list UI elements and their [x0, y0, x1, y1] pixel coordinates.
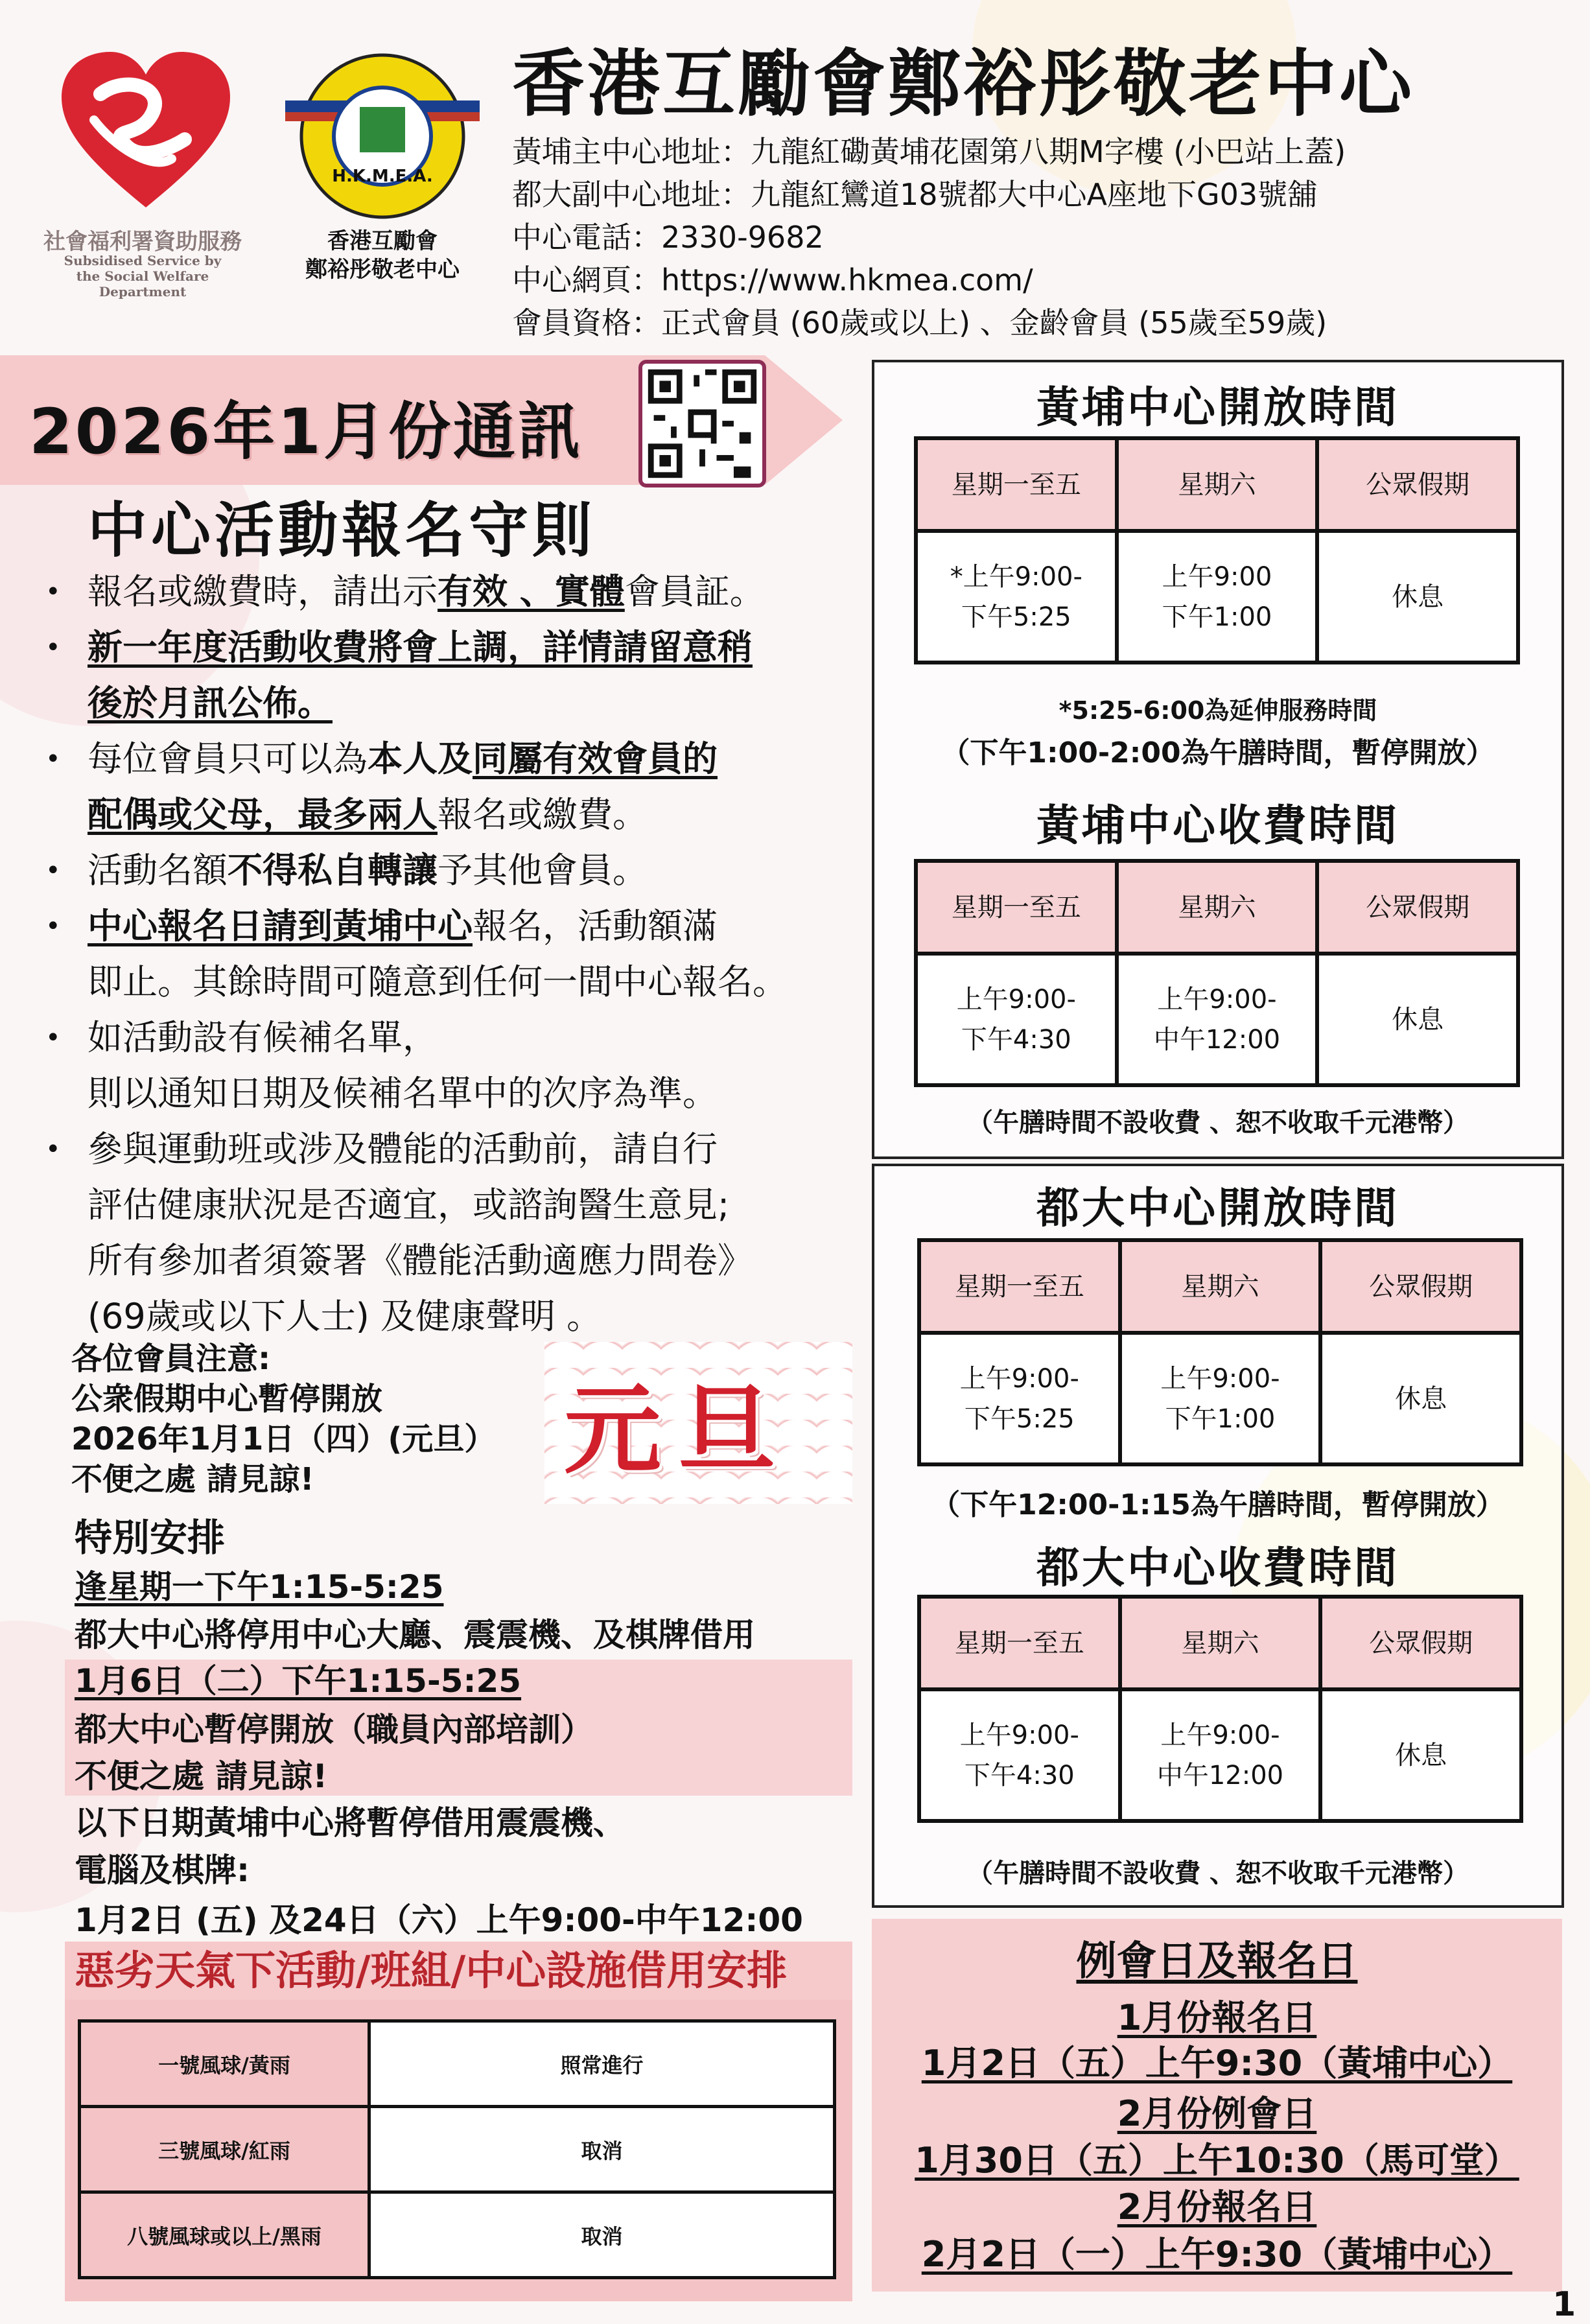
- weather-signal: 三號風球/紅雨: [80, 2107, 369, 2192]
- whampoa-open-table: [914, 436, 1520, 664]
- weather-arrangement: 照常進行: [369, 2021, 835, 2107]
- meeting-line: 2月份報名日: [1117, 2187, 1317, 2227]
- header-weekday: 星期一至五: [916, 438, 1117, 531]
- weather-arrangement: 取消: [369, 2107, 835, 2192]
- info-membership: 會員資格：正式會員 (60歲或以上) 、金齡會員 (55歲至59歲): [512, 305, 1327, 340]
- rule-item: • 報名或繳費時，請出示有效 、實體會員証。: [45, 564, 836, 620]
- swd-caption-en-line1: Subsidised Service by: [64, 253, 222, 268]
- info-website: 中心網頁：https://www.hkmea.com/: [512, 263, 1033, 298]
- cell-saturday: 上午9:00 下午1:00: [1117, 531, 1318, 663]
- rule-item: • 每位會員只可以為本人及同屬有效會員的 配偶或父母，最多兩人報名或繳費。: [45, 731, 836, 843]
- whampoa-fee-note: （午膳時間不設收費 、恕不收取千元港幣）: [967, 1108, 1469, 1138]
- dutai-fee-table: [917, 1595, 1523, 1823]
- rules-list: [45, 564, 836, 1344]
- org-title: 香港互勵會鄭裕彤敬老中心: [512, 42, 1414, 126]
- cell-weekday: *上午9:00- 下午5:25: [916, 531, 1117, 663]
- whampoa-fee-table: [914, 859, 1520, 1087]
- cell-saturday: 上午9:00- 下午1:00: [1120, 1333, 1321, 1464]
- header-saturday: 星期六: [1120, 1597, 1321, 1689]
- whampoa-note-extended: *5:25-6:00為延伸服務時間: [1058, 696, 1377, 725]
- hkmea-caption-line2: 鄭裕彤敬老中心: [305, 257, 460, 283]
- table-row: [916, 438, 1518, 531]
- table-row: [916, 954, 1518, 1085]
- table-row: [919, 1240, 1521, 1333]
- special-line: 電腦及棋牌:: [75, 1851, 250, 1889]
- dutai-fee-title: 都大中心收費時間: [1036, 1543, 1399, 1593]
- hkmea-caption: [285, 227, 480, 284]
- table-row: [80, 2192, 835, 2278]
- newsletter-title: 2026年1月份通訊: [29, 395, 583, 468]
- rule-item: • 參與運動班或涉及體能的活動前，請自行 評估健康狀況是否適宜，或諮詢醫生意見; 所有參加者須簽署《體能活動適應力問卷》 (69歲或以下人士) 及健康聲明 。: [45, 1121, 836, 1344]
- cell-weekday: 上午9:00- 下午4:30: [916, 954, 1117, 1085]
- table-row: [919, 1333, 1521, 1464]
- table-row: [919, 1689, 1521, 1821]
- cell-weekday: 上午9:00- 下午4:30: [919, 1689, 1120, 1821]
- rule-item: • 活動名額不得私自轉讓予其他會員。: [45, 843, 836, 898]
- meeting-line: 2月份例會日: [1117, 2093, 1317, 2134]
- rule-item: • 中心報名日請到黃埔中心報名，活動額滿 即止。其餘時間可隨意到任何一間中心報名。: [45, 898, 836, 1010]
- dutai-open-title: 都大中心開放時間: [1036, 1183, 1399, 1233]
- cell-saturday: 上午9:00- 中午12:00: [1120, 1689, 1321, 1821]
- special-line: 以下日期黃埔中心將暫停借用震震機、: [75, 1804, 625, 1842]
- table-row: [916, 861, 1518, 954]
- special-line: 不便之處 請見諒!: [75, 1757, 328, 1795]
- meeting-line: 1月2日（五）上午9:30（黃埔中心）: [921, 2043, 1513, 2083]
- swd-caption-en: [39, 253, 246, 299]
- header-weekday: 星期一至五: [916, 861, 1117, 954]
- swd-caption: 社會福利署資助服務: [43, 229, 242, 255]
- notice-line: 各位會員注意:: [71, 1341, 271, 1377]
- weather-signal: 一號風球/黃雨: [80, 2021, 369, 2107]
- cell-holiday: 休息: [1320, 1333, 1521, 1464]
- hkmea-caption-line1: 香港互勵會: [327, 228, 438, 254]
- table-row: [916, 531, 1518, 663]
- special-line: 都大中心暫停開放（職員內部培訓）: [75, 1711, 593, 1748]
- special-title: 特別安排: [75, 1516, 226, 1560]
- meeting-line: 2月2日（一）上午9:30（黃埔中心）: [921, 2234, 1513, 2275]
- swd-caption-en-line2: the Social Welfare Department: [76, 268, 209, 299]
- page-number: 1: [1552, 2285, 1576, 2324]
- weather-table: [78, 2019, 836, 2279]
- table-row: [80, 2021, 835, 2107]
- hkmea-logo-text: H.K.M.E.A.: [332, 167, 433, 186]
- rule-item: • 新一年度活動收費將會上調，詳情請留意稍 後於月訊公佈。: [45, 620, 836, 731]
- meeting-line: 1月份報名日: [1117, 1997, 1317, 2038]
- dutai-fee-note: （午膳時間不設收費 、恕不收取千元港幣）: [967, 1859, 1469, 1888]
- weather-signal: 八號風球或以上/黑雨: [80, 2192, 369, 2278]
- holiday-notice: [71, 1339, 495, 1499]
- special-line: 都大中心將停用中心大廳、震震機、及棋牌借用: [75, 1616, 755, 1654]
- dutai-open-table: [917, 1238, 1523, 1466]
- weather-arrangement: 取消: [369, 2192, 835, 2278]
- header-holiday: 公眾假期: [1320, 1597, 1521, 1689]
- rule-item: • 如活動設有候補名單， 則以通知日期及候補名單中的次序為準。: [45, 1010, 836, 1121]
- new-year-graphic-text: 元旦: [564, 1374, 793, 1487]
- whampoa-fee-title: 黃埔中心收費時間: [1036, 801, 1399, 851]
- hkmea-logo: [285, 49, 480, 224]
- info-phone: 中心電話：2330-9682: [512, 220, 824, 255]
- header-holiday: 公眾假期: [1320, 1240, 1521, 1333]
- cell-weekday: 上午9:00- 下午5:25: [919, 1333, 1120, 1464]
- meeting-line: 1月30日（五）上午10:30（馬可堂）: [915, 2140, 1519, 2181]
- header-weekday: 星期一至五: [919, 1240, 1120, 1333]
- notice-line: 公衆假期中心暫停開放: [71, 1381, 383, 1417]
- whampoa-open-title: 黃埔中心開放時間: [1036, 382, 1399, 432]
- header-saturday: 星期六: [1117, 438, 1318, 531]
- cell-holiday: 休息: [1317, 531, 1518, 663]
- cell-holiday: 休息: [1317, 954, 1518, 1085]
- header-saturday: 星期六: [1120, 1240, 1321, 1333]
- special-line: 1月6日（二）下午1:15-5:25: [75, 1662, 522, 1700]
- notice-line: 不便之處 請見諒!: [71, 1461, 314, 1497]
- info-address-whampoa: 黃埔主中心地址：九龍紅磡黃埔花園第八期M字樓 (小巴站上蓋): [512, 134, 1346, 169]
- header-holiday: 公眾假期: [1317, 861, 1518, 954]
- dutai-note-lunch: （下午12:00-1:15為午膳時間，暫停開放）: [931, 1488, 1504, 1521]
- table-row: [919, 1597, 1521, 1689]
- table-row: [80, 2107, 835, 2192]
- meeting-title: 例會日及報名日: [1076, 1937, 1358, 1984]
- header-weekday: 星期一至五: [919, 1597, 1120, 1689]
- swd-heart-logo: [55, 49, 237, 217]
- notice-line: 2026年1月1日（四）(元旦）: [71, 1421, 496, 1457]
- rules-title: 中心活動報名守則: [88, 496, 596, 565]
- cell-holiday: 休息: [1320, 1689, 1521, 1821]
- info-address-dutai: 都大副中心地址：九龍紅鸞道18號都大中心A座地下G03號舖: [512, 177, 1318, 212]
- special-line: 1月2日 (五) 及24日（六）上午9:00-中午12:00: [75, 1901, 803, 1939]
- weather-title: 惡劣天氣下活動/班組/中心設施借用安排: [65, 1942, 852, 2000]
- special-line: 逢星期一下午1:15-5:25: [75, 1568, 444, 1606]
- whampoa-note-lunch: （下午1:00-2:00為午膳時間，暫停開放）: [941, 736, 1495, 769]
- header-saturday: 星期六: [1117, 861, 1318, 954]
- qr-code[interactable]: [638, 360, 766, 487]
- cell-saturday: 上午9:00- 中午12:00: [1117, 954, 1318, 1085]
- header-holiday: 公眾假期: [1317, 438, 1518, 531]
